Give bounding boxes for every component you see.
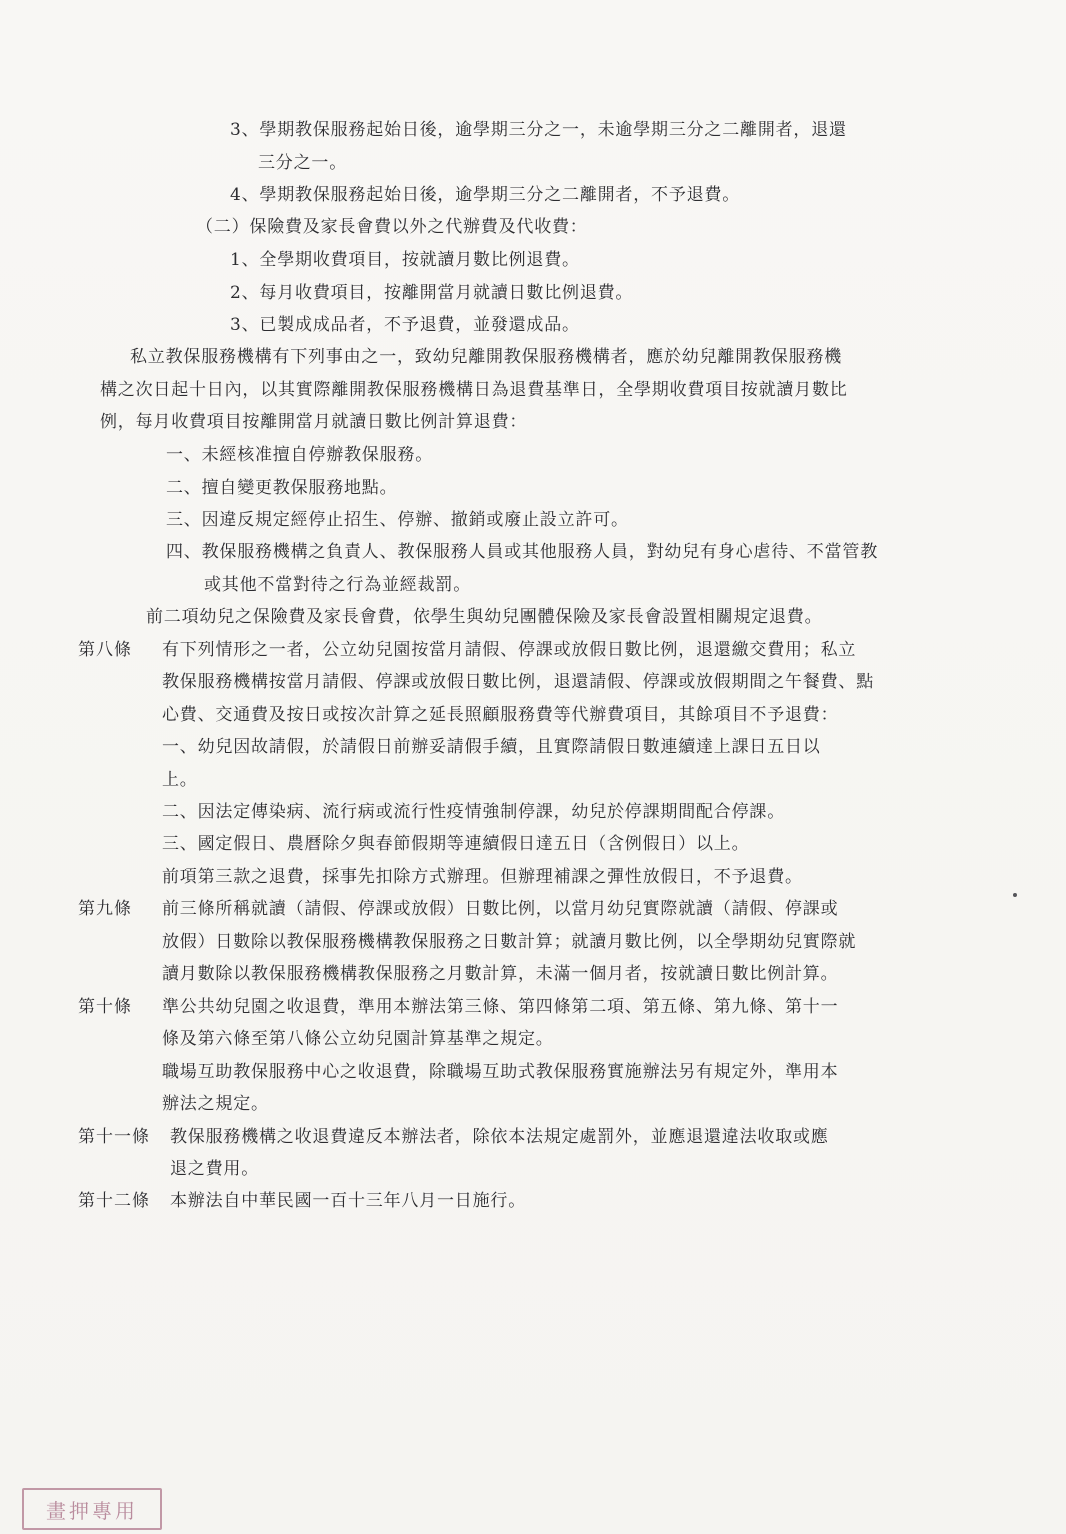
text-line: 三分之一。: [258, 153, 347, 173]
text-line: 1、全學期收費項目，按就讀月數比例退費。: [230, 250, 580, 270]
text-line: 二、因法定傳染病、流行病或流行性疫情強制停課，幼兒於停課期間配合停課。: [162, 802, 785, 822]
text-line: 準公共幼兒園之收退費，準用本辦法第三條、第四條第二項、第五條、第九條、第十一: [162, 997, 839, 1017]
text-line: 教保服務機構之收退費違反本辦法者，除依本法規定處罰外，並應退還違法收取或應: [170, 1127, 829, 1147]
stamp-text: 畫押專用: [46, 1498, 138, 1523]
text-line: 讀月數除以教保服務機構教保服務之月數計算，未滿一個月者，按就讀日數比例計算。: [162, 964, 839, 984]
text-line: 私立教保服務機構有下列事由之一，致幼兒離開教保服務機構者，應於幼兒離開教保服務機: [130, 347, 842, 367]
text-line: 前三條所稱就讀（請假、停課或放假）日數比例，以當月幼兒實際就讀（請假、停課或: [162, 899, 839, 919]
text-line: 退之費用。: [170, 1159, 259, 1179]
text-line: 放假）日數除以教保服務機構教保服務之日數計算；就讀月數比例，以全學期幼兒實際就: [162, 932, 857, 952]
article-label-10: 第十條: [78, 997, 132, 1017]
text-line: 本辦法自中華民國一百十三年八月一日施行。: [170, 1191, 526, 1211]
text-line: 前項第三款之退費，採事先扣除方式辦理。但辦理補課之彈性放假日，不予退費。: [162, 867, 803, 887]
text-line: 四、教保服務機構之負責人、教保服務人員或其他服務人員，對幼兒有身心虐待、不當管教: [166, 542, 878, 562]
article-label-12: 第十二條: [78, 1191, 150, 1211]
seal-stamp: [22, 1488, 162, 1530]
text-line: 職場互助教保服務中心之收退費，除職場互助式教保服務實施辦法另有規定外，準用本: [162, 1062, 839, 1082]
text-line: 辦法之規定。: [162, 1094, 269, 1114]
text-line: 前二項幼兒之保險費及家長會費，依學生與幼兒團體保險及家長會設置相關規定退費。: [146, 607, 823, 627]
text-line: 一、未經核准擅自停辦教保服務。: [166, 445, 433, 465]
text-line: （二）保險費及家長會費以外之代辦費及代收費：: [196, 217, 588, 237]
text-line: 構之次日起十日內，以其實際離開教保服務機構日為退費基準日，全學期收費項目按就讀月數比: [100, 380, 848, 400]
text-line: 有下列情形之一者，公立幼兒園按當月請假、停課或放假日數比例，退還繳交費用；私立: [162, 640, 857, 660]
text-line: 2、每月收費項目，按離開當月就讀日數比例退費。: [230, 283, 634, 303]
text-line: 3、學期教保服務起始日後，逾學期三分之一，未逾學期三分之二離開者，退還: [230, 120, 847, 140]
text-line: 三、國定假日、農曆除夕與春節假期等連續假日達五日（含例假日）以上。: [162, 834, 750, 854]
text-line: 二、擅自變更教保服務地點。: [166, 478, 398, 498]
text-line: 三、因違反規定經停止招生、停辦、撤銷或廢止設立許可。: [166, 510, 629, 530]
text-line: 教保服務機構按當月請假、停課或放假日數比例，退還請假、停課或放假期間之午餐費、點: [162, 672, 874, 692]
scan-speck: [1013, 893, 1017, 897]
text-line: 4、學期教保服務起始日後，逾學期三分之二離開者，不予退費。: [230, 185, 741, 205]
text-line: 例，每月收費項目按離開當月就讀日數比例計算退費：: [100, 412, 528, 432]
text-line: 上。: [162, 770, 198, 790]
article-label-9: 第九條: [78, 899, 132, 919]
text-line: 3、已製成成品者，不予退費，並發還成品。: [230, 315, 580, 335]
text-line: 一、幼兒因故請假，於請假日前辦妥請假手續，且實際請假日數連續達上課日五日以: [162, 737, 821, 757]
text-line: 條及第六條至第八條公立幼兒園計算基準之規定。: [162, 1029, 554, 1049]
article-label-11: 第十一條: [78, 1127, 150, 1147]
text-line: 或其他不當對待之行為並經裁罰。: [204, 575, 471, 595]
article-label-8: 第八條: [78, 640, 132, 660]
text-line: 心費、交通費及按日或按次計算之延長照顧服務費等代辦費項目，其餘項目不予退費：: [162, 705, 839, 725]
